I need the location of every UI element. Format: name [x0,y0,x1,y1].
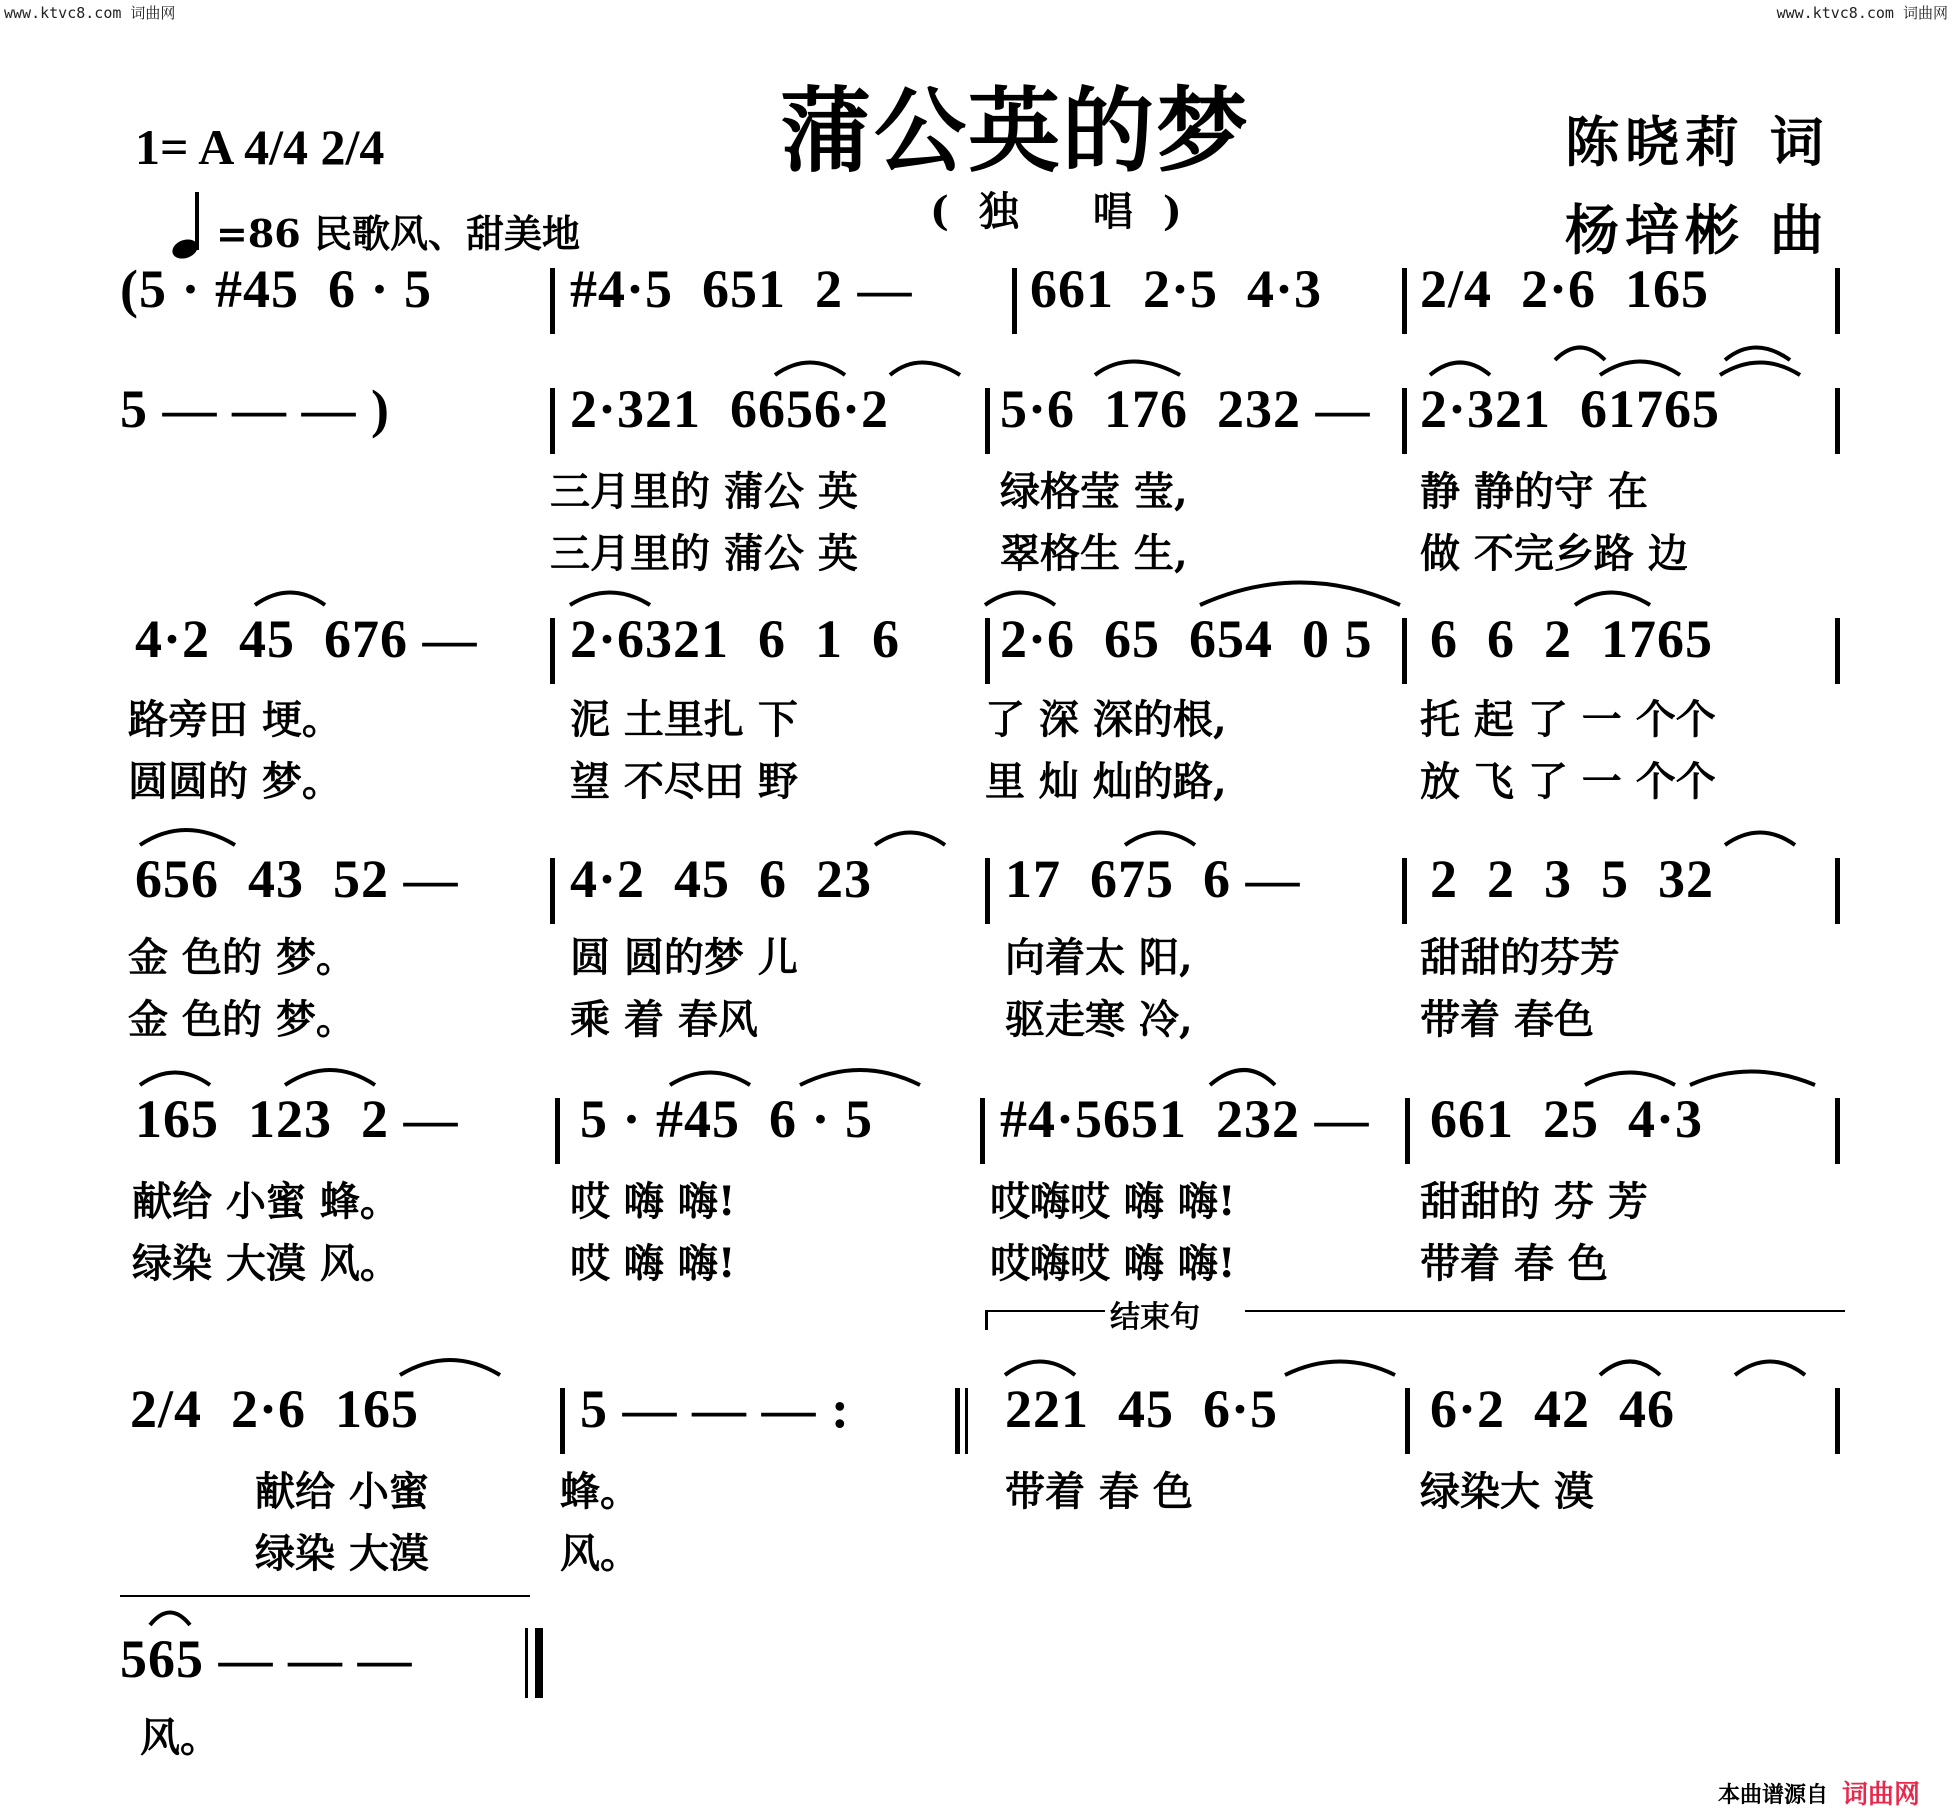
lyric: 托 起 了 一 个个 [1420,696,1716,743]
lyric: 翠格生 生, [1000,530,1188,577]
slur [1555,348,1605,361]
lyric: 向着太 阳, [1005,934,1193,981]
slur [800,1070,920,1085]
watermark-left: www.ktvc8.com 词曲网 [4,4,176,22]
lyric: 带着 春色 [1420,996,1594,1043]
slur [1285,1362,1395,1376]
measure: (5 · #45 6 · 5 [120,259,432,319]
measure: #4·5 651 2 — [570,259,913,319]
slur [1095,362,1180,376]
measure: 2·6321 6 1 6 [570,609,901,669]
lyric: 献给 小蜜 [255,1468,429,1515]
composer-credit: 杨培彬 曲 [1565,198,1830,262]
slur [140,1073,210,1086]
measure: 5·6 176 232 — [1000,379,1371,439]
lyric: 风。 [140,1714,220,1761]
lyric: 驱走寒 冷, [1005,996,1193,1043]
slur [985,593,1055,606]
slur [1720,363,1800,376]
measure: 661 25 4·3 [1430,1089,1704,1149]
slur [1725,833,1795,846]
lyric: 蜂。 [560,1468,640,1515]
measure: 2 2 3 5 32 [1430,849,1714,909]
slur [400,1360,500,1375]
slur [1690,1072,1815,1086]
footer-source: 本曲谱源自 [1718,1782,1829,1808]
slur [570,593,650,606]
slur [1430,363,1490,376]
lyric: 绿染 大漠 风。 [132,1240,400,1287]
slur [1585,1073,1675,1086]
slur [1200,583,1400,606]
measure: 165 123 2 — [135,1089,459,1149]
slur [1125,833,1195,846]
lyric: 甜甜的芬芳 [1420,934,1620,981]
lyric: 哎嗨哎 嗨 嗨! [990,1178,1236,1225]
lyric: 圆圆的 梦。 [128,758,342,805]
lyric: 风。 [560,1530,640,1577]
measure: 2/4 2·6 165 [1420,259,1710,319]
lyric: 泥 土里扎 下 [570,696,798,743]
lyric: 放 飞 了 一 个个 [1420,758,1716,805]
lyric: 望 不尽田 野 [570,758,798,805]
slur [775,363,845,376]
ending-label: 结束句 [1110,1300,1200,1335]
slur [140,830,235,845]
measure: 5 — — — ) [120,379,390,439]
slur [285,1070,375,1085]
lyric: 绿染大 漠 [1420,1468,1594,1515]
measure: 2·321 6656·2 [570,379,890,439]
lyric: 圆 圆的梦 儿 [570,934,798,981]
song-subtitle: (独 唱) [930,188,1212,235]
measure: 17 675 6 — [1005,849,1301,909]
watermark-right: www.ktvc8.com 词曲网 [1776,4,1948,22]
lyric: 甜甜的 芬 芳 [1420,1178,1648,1225]
lyric: 带着 春 色 [1005,1468,1193,1515]
lyric: 做 不完乡路 边 [1420,530,1688,577]
lyric: 乘 着 春风 [570,996,758,1043]
measure: 6 6 2 1765 [1430,609,1713,669]
measure: 656 43 52 — [135,849,459,909]
lyric: 了 深 深的根, [985,696,1227,743]
slur [875,833,945,846]
lyric: 路旁田 埂。 [128,696,342,743]
lyric: 哎嗨哎 嗨 嗨! [990,1240,1236,1287]
measure: 6·2 42 46 [1430,1379,1676,1439]
lyric: 献给 小蜜 蜂。 [132,1178,400,1225]
slur [1575,593,1650,606]
slur [150,1613,190,1626]
lyric: 哎 嗨 嗨! [570,1178,736,1225]
lyric: 三月里的 蒲公 英 [550,530,858,577]
lyric: 三月里的 蒲公 英 [550,468,858,515]
lyric: 绿格莹 莹, [1000,468,1188,515]
slur [1600,1362,1660,1376]
measure: 661 2·5 4·3 [1030,259,1323,319]
measure: 5 — — — : [580,1379,850,1439]
measure: 5 · #45 6 · 5 [580,1089,874,1149]
slur [1725,348,1790,361]
lyric: 静 静的守 在 [1420,468,1648,515]
slur [1735,1362,1805,1376]
lyric: 绿染 大漠 [255,1530,429,1577]
measure: #4·5651 232 — [1000,1089,1370,1149]
lyric: 带着 春 色 [1420,1240,1608,1287]
lyric: 金 色的 梦。 [128,996,356,1043]
lyricist-credit: 陈晓莉 词 [1565,110,1830,174]
key-signature: 1= A 4/4 2/4 [135,119,385,175]
slur [890,363,960,376]
lyric: 里 灿 灿的路, [985,758,1227,805]
measure: 221 45 6·5 [1005,1379,1279,1439]
lyric: 金 色的 梦。 [128,934,356,981]
slur [1210,1070,1275,1085]
slur [1600,362,1680,376]
measure: 2·321 61765 [1420,379,1721,439]
measure: 4·2 45 6 23 [570,849,873,909]
measure: 4·2 45 676 — [135,609,478,669]
lyric: 哎 嗨 嗨! [570,1240,736,1287]
song-title: 蒲公英的梦 [780,77,1251,185]
measure: 565 — — — [120,1629,413,1689]
slur [255,593,325,606]
measure: 2/4 2·6 165 [130,1379,420,1439]
slur [670,1073,750,1086]
footer-brand[interactable]: 词曲网 [1842,1780,1921,1810]
slur [1005,1362,1075,1376]
measure: 2·6 65 654 0 5 [1000,609,1373,669]
tempo-text: =86 民歌风、甜美地 [216,211,580,256]
